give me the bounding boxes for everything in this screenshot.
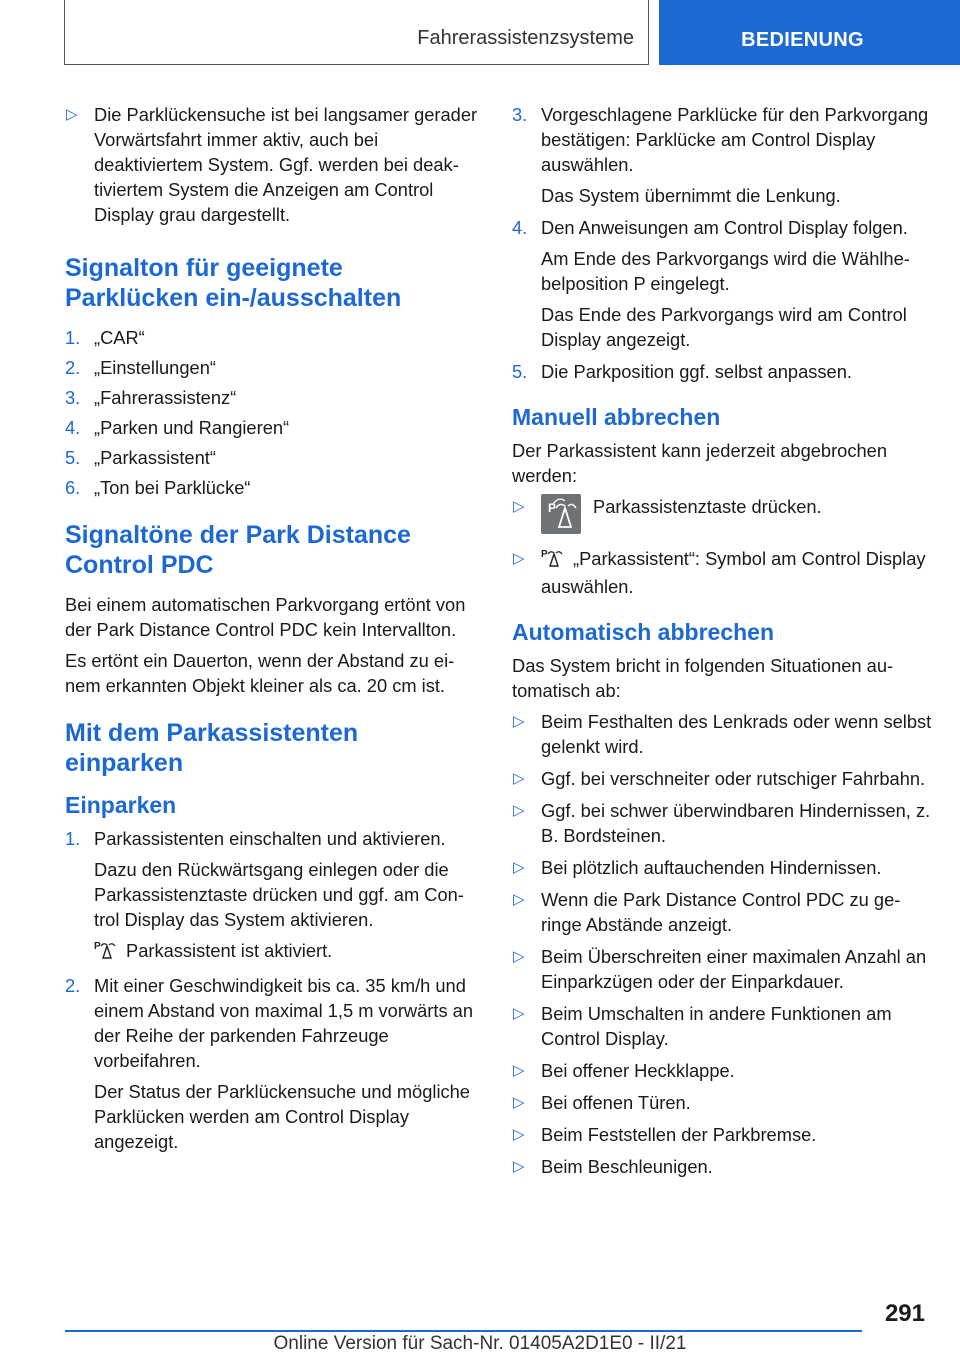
step-number: 1. xyxy=(65,828,81,849)
step-subtext: Das Ende des Parkvorgangs wird am Control Display angezeigt. xyxy=(541,304,907,350)
park-assist-icon xyxy=(94,940,116,966)
step-text: Die Parkposition ggf. selbst anpassen. xyxy=(541,361,852,382)
list-item-text: Wenn die Park Distance Control PDC zu geringe Abstände anzeigt. xyxy=(541,889,901,935)
list-item-text: Ggf. bei schwer überwindbaren Hindernissen, z. B. Bordsteinen. xyxy=(541,800,931,846)
list-item-content xyxy=(541,494,932,534)
list-item xyxy=(512,1154,932,1179)
list-item xyxy=(512,1122,932,1147)
heading-automatisch: Automatisch abbrechen xyxy=(512,619,774,645)
list-item-text: Beim Überschreiten einer maximalen Anzahl an Einparkzügen oder der Einparkdauer. xyxy=(541,946,927,992)
step-item xyxy=(512,215,932,352)
step-text: „Fahrerassistenz“ xyxy=(94,387,237,408)
header-section-title: Fahrerassistenzsysteme xyxy=(417,27,634,49)
bullet-triangle-icon: ▷ xyxy=(513,770,525,787)
list-item xyxy=(512,766,932,791)
footer-online-version: Online Version für Sach-Nr. 01405A2D1E0 - II/21 xyxy=(273,1333,687,1354)
step-text: „Parken und Rangieren“ xyxy=(94,417,290,438)
list-item-text: Bei offener Heckklappe. xyxy=(541,1060,735,1081)
step-item xyxy=(512,102,932,208)
right-column xyxy=(512,102,932,1186)
signalton-steps xyxy=(65,325,480,500)
step-subtext: Dazu den Rückwärtsgang einlegen oder die Parkassistenztaste drücken und ggf. am Control Display das System aktivieren. xyxy=(94,859,464,930)
list-item-content xyxy=(541,546,932,599)
list-item-text: Bei offenen Türen. xyxy=(541,1092,691,1113)
step-text: „Parkassistent“ xyxy=(94,447,216,468)
step-subtext: Der Status der Parklückensuche und mögliche Parklücken werden am Control Display angezeigt. xyxy=(94,1081,470,1152)
step-number: 5. xyxy=(65,447,81,468)
heading-pdc: Signaltöne der Park Distance Control PDC xyxy=(65,521,411,579)
pdc-paragraph-1: Bei einem automatischen Parkvorgang ertönt von der Park Distance Control PDC kein Intervallton. xyxy=(65,594,466,640)
step-text: Den Anweisungen am Control Display folgen. xyxy=(541,217,908,238)
list-item-text: Beim Feststellen der Parkbremse. xyxy=(541,1124,817,1145)
list-item-text: Beim Beschleunigen. xyxy=(541,1156,713,1177)
footer-divider xyxy=(65,1330,862,1332)
step-subtext: Das System übernimmt die Lenkung. xyxy=(541,185,841,206)
list-item-text: Die Parklückensuche ist bei langsamer gerader Vorwärtsfahrt immer aktiv, auch bei deaktiviertem System. Ggf. werden bei deaktiviertem System die Anzeigen am Control Display grau dargestellt. xyxy=(94,104,478,225)
list-item xyxy=(512,944,932,994)
list-item xyxy=(512,546,932,599)
step-number: 2. xyxy=(65,357,81,378)
step-number: 1. xyxy=(65,327,81,348)
bullet-triangle-icon: ▷ xyxy=(513,891,525,908)
park-assist-button-icon xyxy=(541,494,581,534)
park-assist-icon xyxy=(541,548,563,574)
bullet-triangle-icon: ▷ xyxy=(513,948,525,965)
bullet-triangle-icon: ▷ xyxy=(513,859,525,876)
step-number: 3. xyxy=(65,387,81,408)
step-number: 4. xyxy=(65,417,81,438)
bullet-triangle-icon: ▷ xyxy=(513,498,525,515)
bullet-triangle-icon: ▷ xyxy=(513,1094,525,1111)
list-item xyxy=(512,494,932,534)
bullet-triangle-icon: ▷ xyxy=(513,713,525,730)
heading-einparken: Einparken xyxy=(65,792,177,818)
step-item xyxy=(65,475,480,500)
header-chapter-box xyxy=(659,0,960,65)
park-assist-status-text: Parkassistent ist aktiviert. xyxy=(126,940,333,961)
step-item xyxy=(512,359,932,384)
list-item xyxy=(512,855,932,880)
step-number: 3. xyxy=(512,104,528,125)
bullet-triangle-icon: ▷ xyxy=(513,802,525,819)
step-number: 4. xyxy=(512,217,528,238)
bullet-triangle-icon: ▷ xyxy=(66,106,78,123)
step-number: 6. xyxy=(65,477,81,498)
svg-text:P: P xyxy=(541,549,548,560)
bullet-triangle-icon: ▷ xyxy=(513,550,525,567)
heading-signalton: Signalton für geeignete Parklücken ein-/ausschalten xyxy=(65,254,402,312)
list-item-text: Beim Festhalten des Lenkrads oder wenn selbst gelenkt wird. xyxy=(541,711,932,757)
step-item xyxy=(65,325,480,350)
step-item xyxy=(65,385,480,410)
header-section-box xyxy=(64,0,649,65)
step-text: „Ton bei Parklücke“ xyxy=(94,477,251,498)
list-item xyxy=(65,102,480,227)
heading-einparken-main: Mit dem Parkassistenten einparken xyxy=(65,719,359,777)
list-item-text: Ggf. bei verschneiter oder rutschiger Fahrbahn. xyxy=(541,768,926,789)
step-item xyxy=(65,415,480,440)
page-number: 291 xyxy=(884,1300,925,1327)
list-item xyxy=(512,1058,932,1083)
auto-abort-list xyxy=(512,709,932,1179)
list-item xyxy=(512,709,932,759)
step-text: Parkassistenten einschalten und aktivieren. xyxy=(94,828,446,849)
header-chapter-title: BEDIENUNG xyxy=(741,29,864,51)
step-number: 2. xyxy=(65,975,81,996)
left-column xyxy=(65,102,480,1161)
list-item-text: Parkassistenztaste drücken. xyxy=(593,496,822,517)
list-item-text: Beim Umschalten in andere Funktionen am Control Display. xyxy=(541,1003,892,1049)
list-item xyxy=(512,1090,932,1115)
bullet-triangle-icon: ▷ xyxy=(513,1126,525,1143)
list-item xyxy=(512,887,932,937)
step-text: „Einstellungen“ xyxy=(94,357,216,378)
list-item-text: Bei plötzlich auftauchenden Hindernissen. xyxy=(541,857,882,878)
pdc-paragraph-2: Es ertönt ein Dauerton, wenn der Abstand zu einem erkannten Objekt kleiner als ca. 20 cm ist. xyxy=(65,650,455,696)
step-item xyxy=(65,445,480,470)
step-subtext: Am Ende des Parkvorgangs wird die Wählhebelposition P eingelegt. xyxy=(541,248,910,294)
list-item xyxy=(512,1001,932,1051)
list-item xyxy=(512,798,932,848)
step-number: 5. xyxy=(512,361,528,382)
svg-text:P: P xyxy=(94,941,101,952)
bullet-triangle-icon: ▷ xyxy=(513,1005,525,1022)
bullet-triangle-icon: ▷ xyxy=(513,1062,525,1079)
step-item xyxy=(65,826,480,966)
step-text: Mit einer Geschwindigkeit bis ca. 35 km/h und einem Abstand von maximal 1,5 m vorwärts an der Reihe der parkenden Fahrzeuge vorbeifahren. xyxy=(94,975,473,1071)
bullet-triangle-icon: ▷ xyxy=(513,1158,525,1175)
heading-manuell: Manuell abbrechen xyxy=(512,404,721,430)
auto-paragraph: Das System bricht in folgenden Situationen automatisch ab: xyxy=(512,655,894,701)
step-text: „CAR“ xyxy=(94,327,145,348)
list-item-text: „Parkassistent“: Symbol am Control Display auswählen. xyxy=(541,548,926,597)
manuell-paragraph: Der Parkassistent kann jederzeit abgebrochen werden: xyxy=(512,440,887,486)
step-text: Vorgeschlagene Parklücke für den Parkvorgang bestätigen: Parklücke am Control Display auswählen. xyxy=(541,104,929,175)
svg-text:P: P xyxy=(548,501,557,515)
step-icon-line xyxy=(94,938,480,966)
step-item xyxy=(65,355,480,380)
step-item xyxy=(65,973,480,1154)
